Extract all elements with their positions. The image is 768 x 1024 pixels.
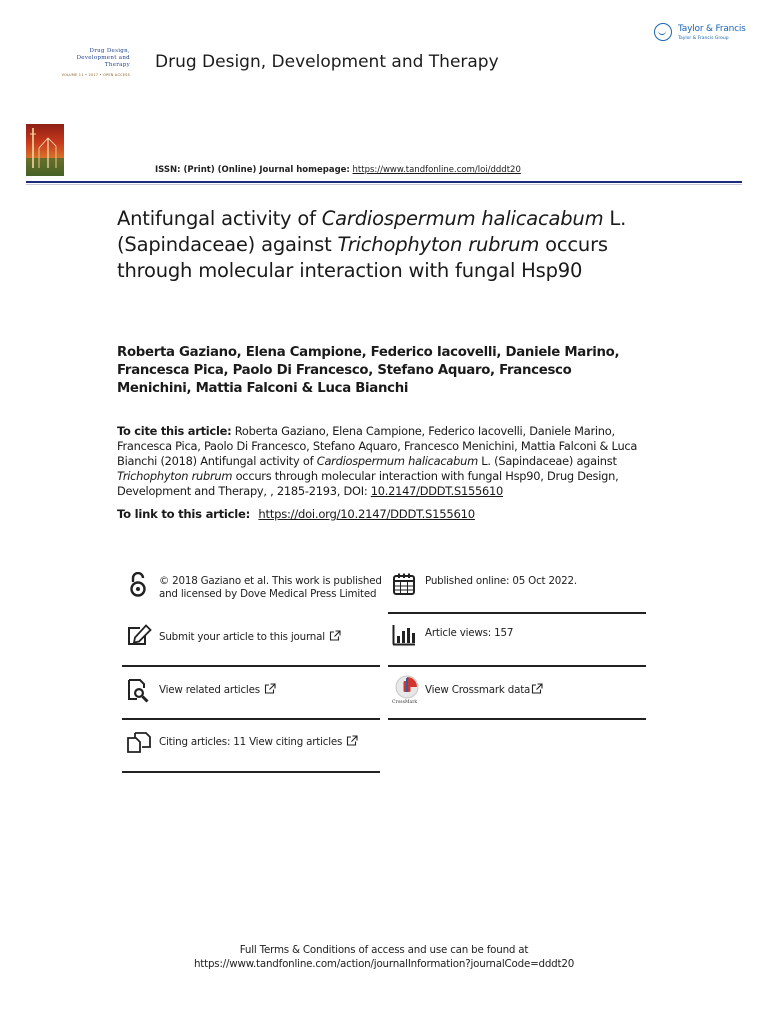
citing-articles-label: Citing articles: 11 View citing articles	[159, 736, 343, 748]
grid-divider	[122, 718, 380, 720]
citation-text: occurs through molecular interaction with fungal Hsp90, Drug Design, Development and Therapy, , 2185-2193, DOI:	[117, 469, 619, 498]
crossmark-icon	[392, 675, 418, 705]
citation-species-1: Cardiospermum halicacabum	[316, 454, 478, 468]
article-authors: Roberta Gaziano, Elena Campione, Federico Iacovelli, Daniele Marino, Francesca Pica, Paolo Di Francesco, Stefano Aquaro, Francesco Menichini, Mattia Falconi & Luca Bianchi	[117, 345, 620, 396]
journal-cover-thumbnail	[50, 48, 130, 77]
article-link-label: To link to this article:	[117, 507, 250, 521]
journal-cover-image	[26, 124, 64, 176]
terms-line-1: Full Terms & Conditions of access and use can be found at	[239, 944, 529, 956]
citation-text: L. (Sapindaceae) against	[477, 454, 617, 468]
citing-articles-link[interactable]	[159, 735, 358, 749]
citation-text: Roberta Gaziano, Elena Campione, Federico Iacovelli, Daniele Marino, Francesca Pica, Paolo Di Francesco, Stefano Aquaro, Francesco Menichini, Mattia Falconi & Luca Bianchi (2018) Antifungal activity of	[117, 424, 638, 468]
external-link-icon	[346, 735, 358, 746]
journal-cover-volume: VOLUME 11 • 2017 • OPEN ACCESS	[61, 73, 130, 77]
journal-cover-title-line3: Therapy	[104, 62, 130, 68]
external-link-icon	[264, 683, 276, 694]
article-title-part: Antifungal activity of	[117, 207, 322, 230]
calendar-icon	[392, 572, 416, 596]
crossmark-cell[interactable]	[388, 671, 646, 723]
article-link-line	[117, 507, 475, 521]
grid-divider	[388, 665, 646, 667]
submit-article-link[interactable]	[159, 630, 341, 644]
citation-label: To cite this article:	[117, 424, 232, 438]
grid-divider	[388, 718, 646, 720]
article-views: Article views: 157	[425, 627, 514, 639]
article-views-cell	[388, 618, 646, 670]
citation-species-2: Trichophyton rubrum	[117, 469, 233, 483]
external-link-icon	[531, 683, 543, 694]
external-link-icon	[329, 630, 341, 641]
crossmark-link[interactable]	[425, 683, 543, 697]
issn-line	[155, 165, 521, 175]
citation-block	[117, 424, 657, 499]
journal-homepage-link[interactable]: https://www.tandfonline.com/loi/dddt20	[352, 165, 521, 175]
terms-url[interactable]: https://www.tandfonline.com/action/journalInformation?journalCode=dddt20	[193, 958, 575, 970]
edit-icon	[126, 624, 150, 648]
related-articles-cell[interactable]	[122, 671, 380, 723]
grid-spacer	[122, 612, 380, 614]
citing-articles-cell[interactable]	[122, 724, 380, 776]
published-cell	[388, 566, 646, 618]
article-title-species-1: Cardiospermum halicacabum	[321, 207, 604, 230]
article-title-species-2: Trichophyton rubrum	[337, 233, 540, 256]
issn-label: ISSN: (Print) (Online) Journal homepage:	[155, 165, 350, 175]
grid-divider	[122, 771, 380, 773]
terms-footer	[0, 943, 768, 971]
journal-cover-title-line2: Development and	[76, 55, 130, 61]
grid-divider	[122, 665, 380, 667]
grid-divider	[388, 612, 646, 614]
header-divider-shadow	[26, 184, 742, 185]
journal-name: Drug Design, Development and Therapy	[155, 52, 499, 72]
publisher-group: Taylor & Francis Group	[678, 36, 729, 41]
citation-doi-link[interactable]: 10.2147/DDDT.S155610	[370, 484, 503, 498]
open-access-icon	[126, 572, 150, 596]
article-title-part: L. (Sapindaceae) against	[117, 207, 627, 256]
search-document-icon	[126, 677, 150, 701]
header-divider	[26, 181, 742, 183]
journal-cover-title-line1: Drug Design,	[89, 48, 130, 54]
related-articles-label: View related articles	[159, 684, 260, 696]
submit-article-label: Submit your article to this journal	[159, 631, 325, 643]
submit-article-cell[interactable]	[122, 618, 380, 670]
citing-articles-icon	[126, 730, 150, 754]
publisher-name: Taylor & Francis	[678, 24, 746, 34]
article-doi-link[interactable]: https://doi.org/10.2147/DDDT.S155610	[258, 507, 475, 521]
article-title	[117, 206, 657, 284]
bar-chart-icon	[392, 624, 416, 648]
taylor-francis-logo-icon	[654, 23, 672, 41]
license-cell[interactable]	[122, 566, 380, 618]
published-online: Published online: 05 Oct 2022.	[425, 575, 577, 587]
related-articles-link[interactable]	[159, 683, 276, 697]
crossmark-icon-label: CrossMark	[392, 700, 418, 705]
license-text: © 2018 Gaziano et al. This work is published and licensed by Dove Medical Press Limited	[159, 575, 382, 600]
article-title-part: occurs through molecular interaction with fungal Hsp90	[117, 233, 608, 282]
crossmark-label: View Crossmark data	[425, 684, 531, 696]
